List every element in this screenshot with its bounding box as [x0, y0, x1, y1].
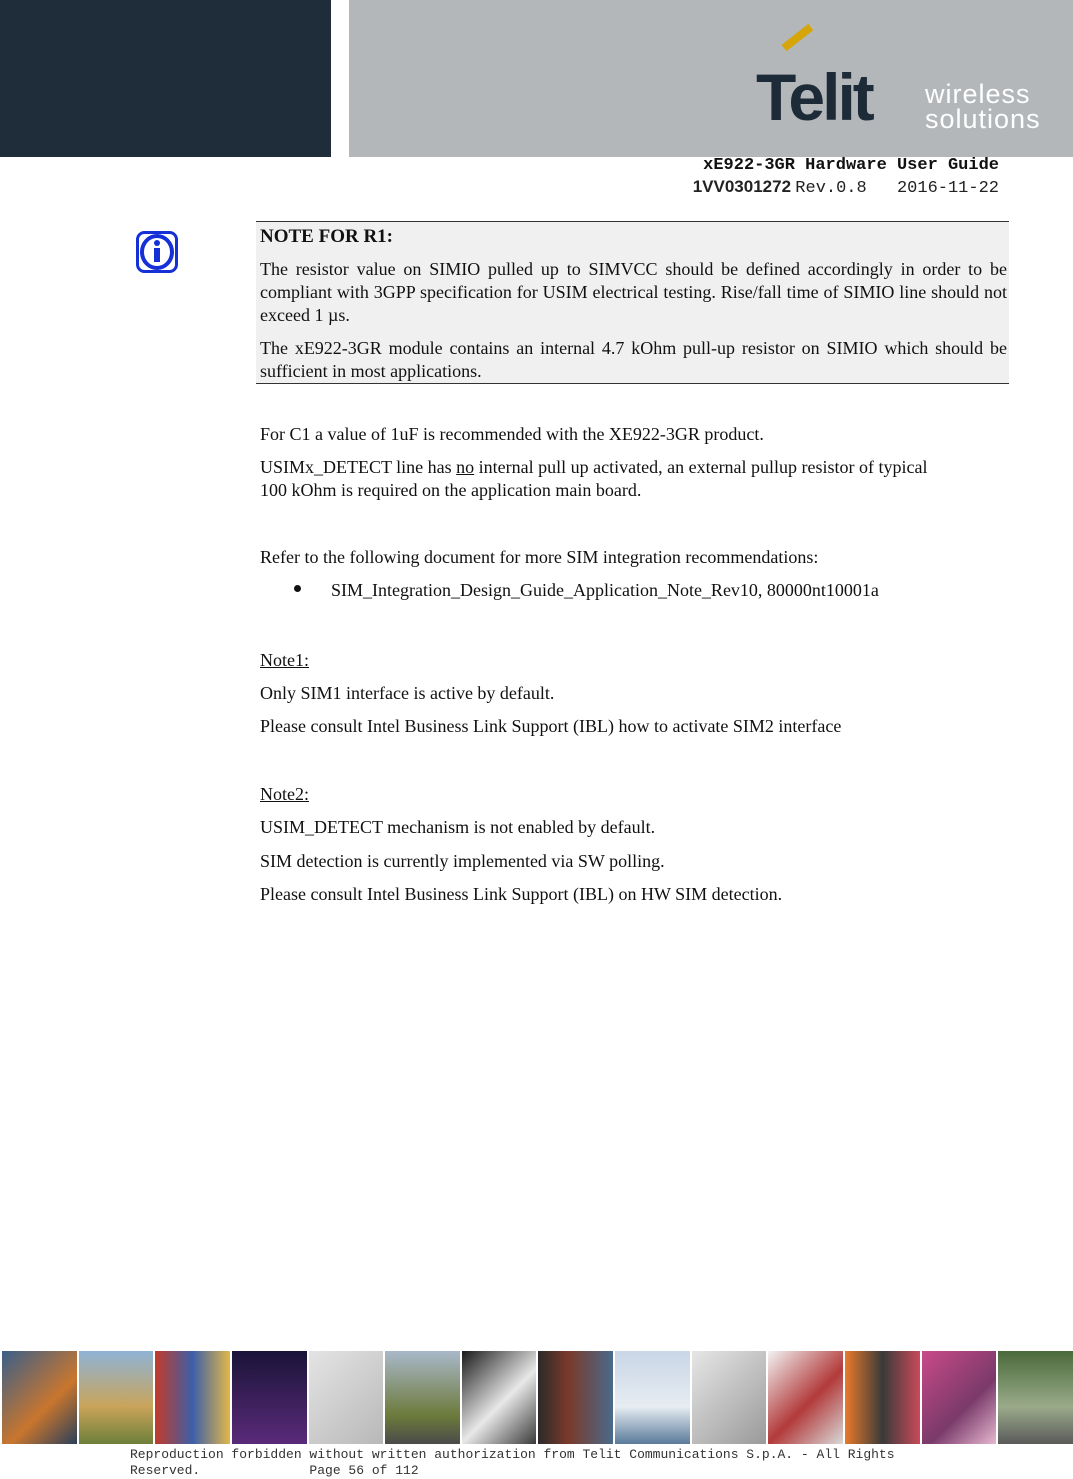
note2-line2: SIM detection is currently implemented via SW polling. — [260, 851, 665, 871]
detect-paragraph — [260, 456, 928, 502]
telit-logo — [752, 44, 1042, 136]
note-title: NOTE FOR R1: — [260, 226, 393, 247]
c1-recommendation: For C1 a value of 1uF is recommended with the XE922-3GR product. — [260, 424, 764, 444]
document-revision-line — [693, 177, 999, 198]
document-date: 2016-11-22 — [896, 179, 999, 198]
footer-photo — [155, 1351, 230, 1444]
footer-line1: Reproduction forbidden without written authorization from Telit Communications S.p.A. - All Rights — [130, 1447, 895, 1462]
detect-text-post1: internal pull up activated, an external pullup resistor of typical — [474, 457, 928, 477]
footer-photo — [845, 1351, 920, 1444]
footer-photo — [615, 1351, 690, 1444]
bullet-dot — [294, 585, 301, 592]
footer-photo — [385, 1351, 460, 1444]
footer-photo — [692, 1351, 767, 1444]
footer-copyright — [130, 1447, 895, 1479]
header-dark-panel — [0, 0, 331, 157]
note2-line3: Please consult Intel Business Link Support (IBL) on HW SIM detection. — [260, 884, 783, 904]
note2-title: Note2: — [260, 784, 309, 804]
footer-photo — [79, 1351, 154, 1444]
document-title: xE922-3GR Hardware User Guide — [703, 156, 999, 175]
footer-photo-strip — [2, 1351, 1073, 1444]
note1-line1: Only SIM1 interface is active by default. — [260, 683, 555, 703]
detect-text-no: no — [456, 457, 475, 477]
note-paragraph-2: The xE922-3GR module contains an internal 4.7 kOhm pull-up resistor on SIMIO which should be sufficient in most applications. — [260, 338, 1007, 381]
document-number: 1VV0301272 — [692, 177, 792, 196]
footer-photo — [232, 1351, 307, 1444]
footer-photo — [922, 1351, 997, 1444]
logo-tagline — [925, 79, 1041, 134]
footer-photo — [309, 1351, 384, 1444]
detect-text-pre: USIMx_DETECT line has — [260, 457, 457, 477]
bullet-document-reference: SIM_Integration_Design_Guide_Application_Note_Rev10, 80000nt10001a — [331, 580, 879, 600]
logo-tagline-line1: wireless — [925, 79, 1031, 109]
logo-tagline-line2: solutions — [925, 104, 1041, 134]
footer-photo — [998, 1351, 1073, 1444]
info-icon — [136, 231, 178, 273]
detect-text-post2: 100 kOhm is required on the application main board. — [260, 480, 642, 500]
footer-line2: Reserved. Page 56 of 112 — [130, 1463, 419, 1478]
note-paragraph-1: The resistor value on SIMIO pulled up to SIMVCC should be defined accordingly in order to be compliant with 3GPP specification for USIM electrical testing. Rise/fall time of SIMIO line should not exceed 1 µs. — [260, 259, 1007, 325]
note1-title: Note1: — [260, 650, 309, 670]
footer-photo — [538, 1351, 613, 1444]
footer-photo — [462, 1351, 537, 1444]
logo-wordmark: Telit — [756, 60, 872, 134]
footer-photo — [2, 1351, 77, 1444]
note2-line1: USIM_DETECT mechanism is not enabled by default. — [260, 817, 656, 837]
footer-photo — [768, 1351, 843, 1444]
note-box — [256, 221, 1009, 384]
refer-text: Refer to the following document for more SIM integration recommendations: — [260, 547, 819, 567]
document-revision: Rev.0.8 — [795, 179, 867, 198]
note1-line2: Please consult Intel Business Link Support (IBL) how to activate SIM2 interface — [260, 716, 842, 736]
